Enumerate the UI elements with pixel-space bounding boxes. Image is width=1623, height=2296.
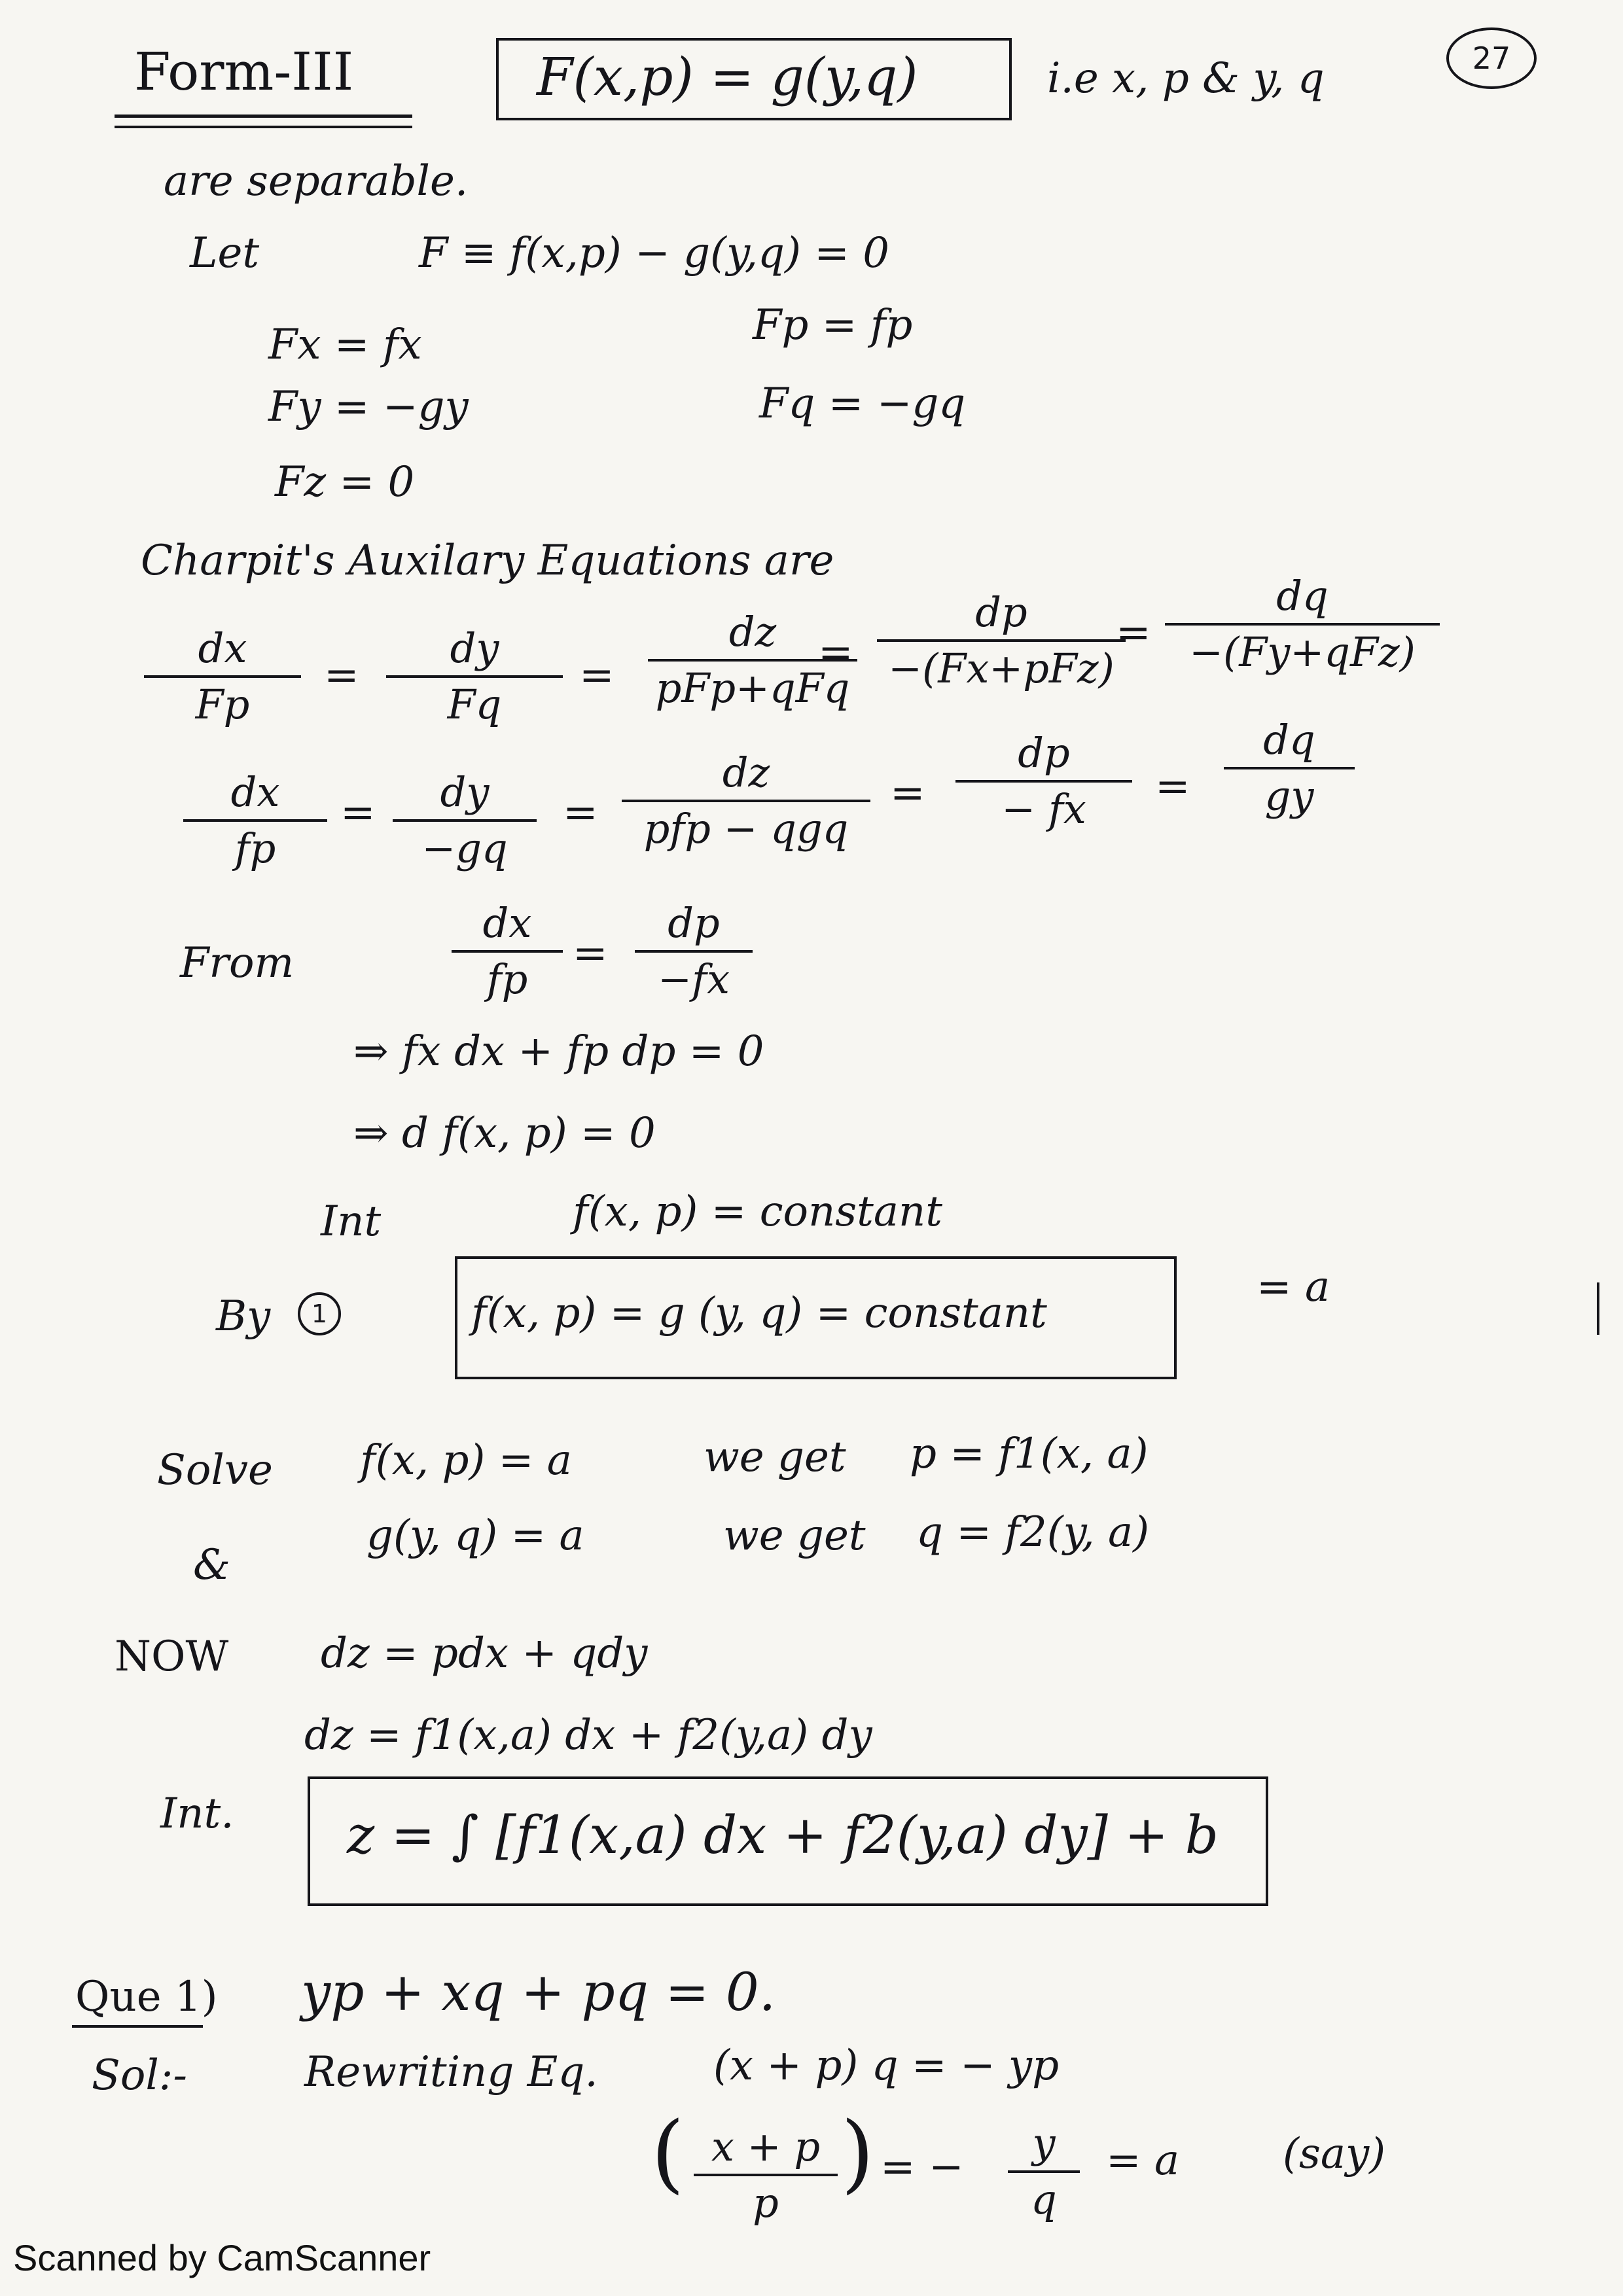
form-underline-2 xyxy=(115,126,412,128)
aux2-dx-bar xyxy=(183,819,327,822)
aux2-term-dz xyxy=(622,749,870,853)
aux1-term-dp xyxy=(877,588,1126,692)
equation-ref-badge: 1 xyxy=(298,1292,341,1335)
say-note: (say) xyxy=(1283,2130,1386,2178)
aux2-dy-den: −gq xyxy=(421,824,508,872)
aux1-dy-den: Fq xyxy=(447,680,502,728)
partial-fq: Fq = −gq xyxy=(759,380,966,428)
from-rhs xyxy=(635,899,753,1003)
aux2-term-dq xyxy=(1224,716,1355,820)
implies-line-1: ⇒ fx dx + fp dp = 0 xyxy=(353,1027,764,1076)
partial-fz: Fz = 0 xyxy=(275,458,415,506)
aux1-dq-bar xyxy=(1165,623,1440,626)
aux2-dz-den: pfp − qgq xyxy=(643,805,849,853)
aux2-eq-4: = xyxy=(1155,762,1190,811)
ratio-lhs-num: x + p xyxy=(711,2123,821,2170)
aux2-dy-bar xyxy=(393,819,537,822)
margin-mark xyxy=(1597,1282,1599,1335)
aux2-dx-num: dx xyxy=(230,768,280,816)
aux1-dx-bar xyxy=(144,675,301,678)
separability-note: i.e x, p & y, q xyxy=(1047,54,1325,103)
aux2-dz-bar xyxy=(622,800,870,802)
aux1-term-dx xyxy=(144,624,301,728)
aux1-dx-den: Fp xyxy=(195,680,250,728)
paren-close: ) xyxy=(841,2103,874,2202)
ratio-eq-a: = a xyxy=(1106,2136,1180,2185)
aux1-dy-bar xyxy=(386,675,563,678)
int2-label: Int. xyxy=(160,1790,234,1838)
let-equation: F ≡ f(x,p) − g(y,q) = 0 xyxy=(419,229,889,277)
question-label: Que 1) xyxy=(75,1973,218,2021)
aux1-term-dq xyxy=(1165,572,1440,676)
question-equation: yp + xq + pq = 0. xyxy=(301,1962,776,2022)
aux1-eq-4: = xyxy=(1116,609,1151,657)
result-p: p = f1(x, a) xyxy=(910,1430,1149,1478)
dz-line-1: dz = pdx + qdy xyxy=(321,1629,648,1678)
from-lhs-num: dx xyxy=(482,899,532,947)
implies-line-2: ⇒ d f(x, p) = 0 xyxy=(353,1109,656,1157)
form-underline-1 xyxy=(115,115,412,118)
aux2-eq-1: = xyxy=(340,788,376,837)
ratio-lhs-den: p xyxy=(753,2179,779,2227)
aux1-eq-3: = xyxy=(818,628,853,677)
aux1-dq-den: −(Fy+qFz) xyxy=(1189,628,1416,676)
partial-fp: Fp = fp xyxy=(753,301,913,349)
aux1-dz-den: pFp+qFq xyxy=(655,664,850,712)
aux1-dx-num: dx xyxy=(198,624,247,672)
solve-eq-1: f(x, p) = a xyxy=(360,1436,572,1485)
aux1-eq-1: = xyxy=(324,651,359,699)
from-eq: = xyxy=(573,929,608,978)
scanner-watermark: Scanned by CamScanner xyxy=(13,2237,431,2278)
now-label: NOW xyxy=(115,1633,229,1681)
from-rhs-bar xyxy=(635,950,753,953)
partial-fy: Fy = −gy xyxy=(268,383,469,431)
aux2-dq-bar xyxy=(1224,767,1355,769)
from-lhs-bar xyxy=(452,950,563,953)
ratio-rhs-bar xyxy=(1008,2170,1080,2173)
aux1-dy-num: dy xyxy=(450,624,499,672)
ratio-rhs-num: y xyxy=(1032,2119,1056,2167)
result-q: q = f2(y, a) xyxy=(916,1508,1150,1557)
aux2-dp-den: − fx xyxy=(1001,785,1086,833)
aux2-term-dy xyxy=(393,768,537,872)
solve-eq-2: g(y, q) = a xyxy=(366,1511,584,1560)
from-label: From xyxy=(180,939,294,987)
aux2-eq-3: = xyxy=(890,769,925,817)
aux2-dz-num: dz xyxy=(722,749,770,796)
dz-line-2: dz = f1(x,a) dx + f2(y,a) dy xyxy=(304,1711,872,1759)
aux1-dp-num: dp xyxy=(975,588,1027,636)
from-rhs-den: −fx xyxy=(658,955,730,1003)
aux2-dp-bar xyxy=(955,780,1132,783)
ratio-lhs-bar xyxy=(694,2174,838,2176)
aux2-eq-2: = xyxy=(563,788,598,837)
aux2-dy-num: dy xyxy=(440,768,490,816)
aux2-dq-num: dq xyxy=(1263,716,1315,764)
aux2-dx-den: fp xyxy=(234,824,276,872)
solve-label: Solve xyxy=(157,1446,273,1494)
ratio-rhs xyxy=(1008,2119,1080,2223)
we-get-2: we get xyxy=(723,1511,866,1560)
from-rhs-num: dp xyxy=(668,899,720,947)
charpit-heading: Charpit's Auxilary Equations are xyxy=(141,537,834,585)
ratio-lhs xyxy=(694,2123,838,2227)
equals-a: = a xyxy=(1257,1263,1330,1311)
constant-result: f(x, p) = g (y, q) = constant xyxy=(471,1289,1047,1337)
aux1-eq-2: = xyxy=(579,651,615,699)
paren-open: ( xyxy=(651,2103,685,2202)
ampersand: & xyxy=(193,1541,230,1589)
int-result: f(x, p) = constant xyxy=(573,1188,942,1236)
aux1-term-dy xyxy=(386,624,563,728)
aux1-dp-bar xyxy=(877,639,1126,642)
aux2-term-dp xyxy=(955,729,1132,833)
solution-label: Sol:- xyxy=(92,2051,188,2100)
separable-form-equation: F(x,p) = g(y,q) xyxy=(537,46,918,107)
aux2-dp-num: dp xyxy=(1018,729,1070,777)
rewriting-label: Rewriting Eq. xyxy=(304,2048,598,2096)
aux1-dp-den: −(Fx+pFz) xyxy=(888,645,1115,692)
int-label: Int xyxy=(321,1197,382,1246)
ratio-rhs-den: q xyxy=(1031,2176,1057,2223)
aux1-dq-num: dq xyxy=(1276,572,1329,620)
final-integral: z = ∫ [f1(x,a) dx + f2(y,a) dy] + b xyxy=(347,1805,1219,1865)
rewritten-equation: (x + p) q = − yp xyxy=(713,2041,1060,2090)
let-label: Let xyxy=(190,229,260,277)
partial-fx: Fx = fx xyxy=(268,321,422,369)
from-lhs-den: fp xyxy=(486,955,528,1003)
separable-continuation: are separable. xyxy=(164,157,469,205)
from-lhs xyxy=(452,899,563,1003)
aux2-term-dx xyxy=(183,768,327,872)
ratio-mid: = − xyxy=(880,2143,964,2191)
form-label: Form-III xyxy=(134,41,354,102)
question-underline xyxy=(72,2025,203,2028)
by-label: By xyxy=(216,1292,271,1341)
we-get-1: we get xyxy=(704,1433,846,1481)
aux2-dq-den: gy xyxy=(1264,772,1314,820)
page-number-badge: 27 xyxy=(1446,27,1537,89)
aux1-dz-num: dz xyxy=(728,608,777,656)
